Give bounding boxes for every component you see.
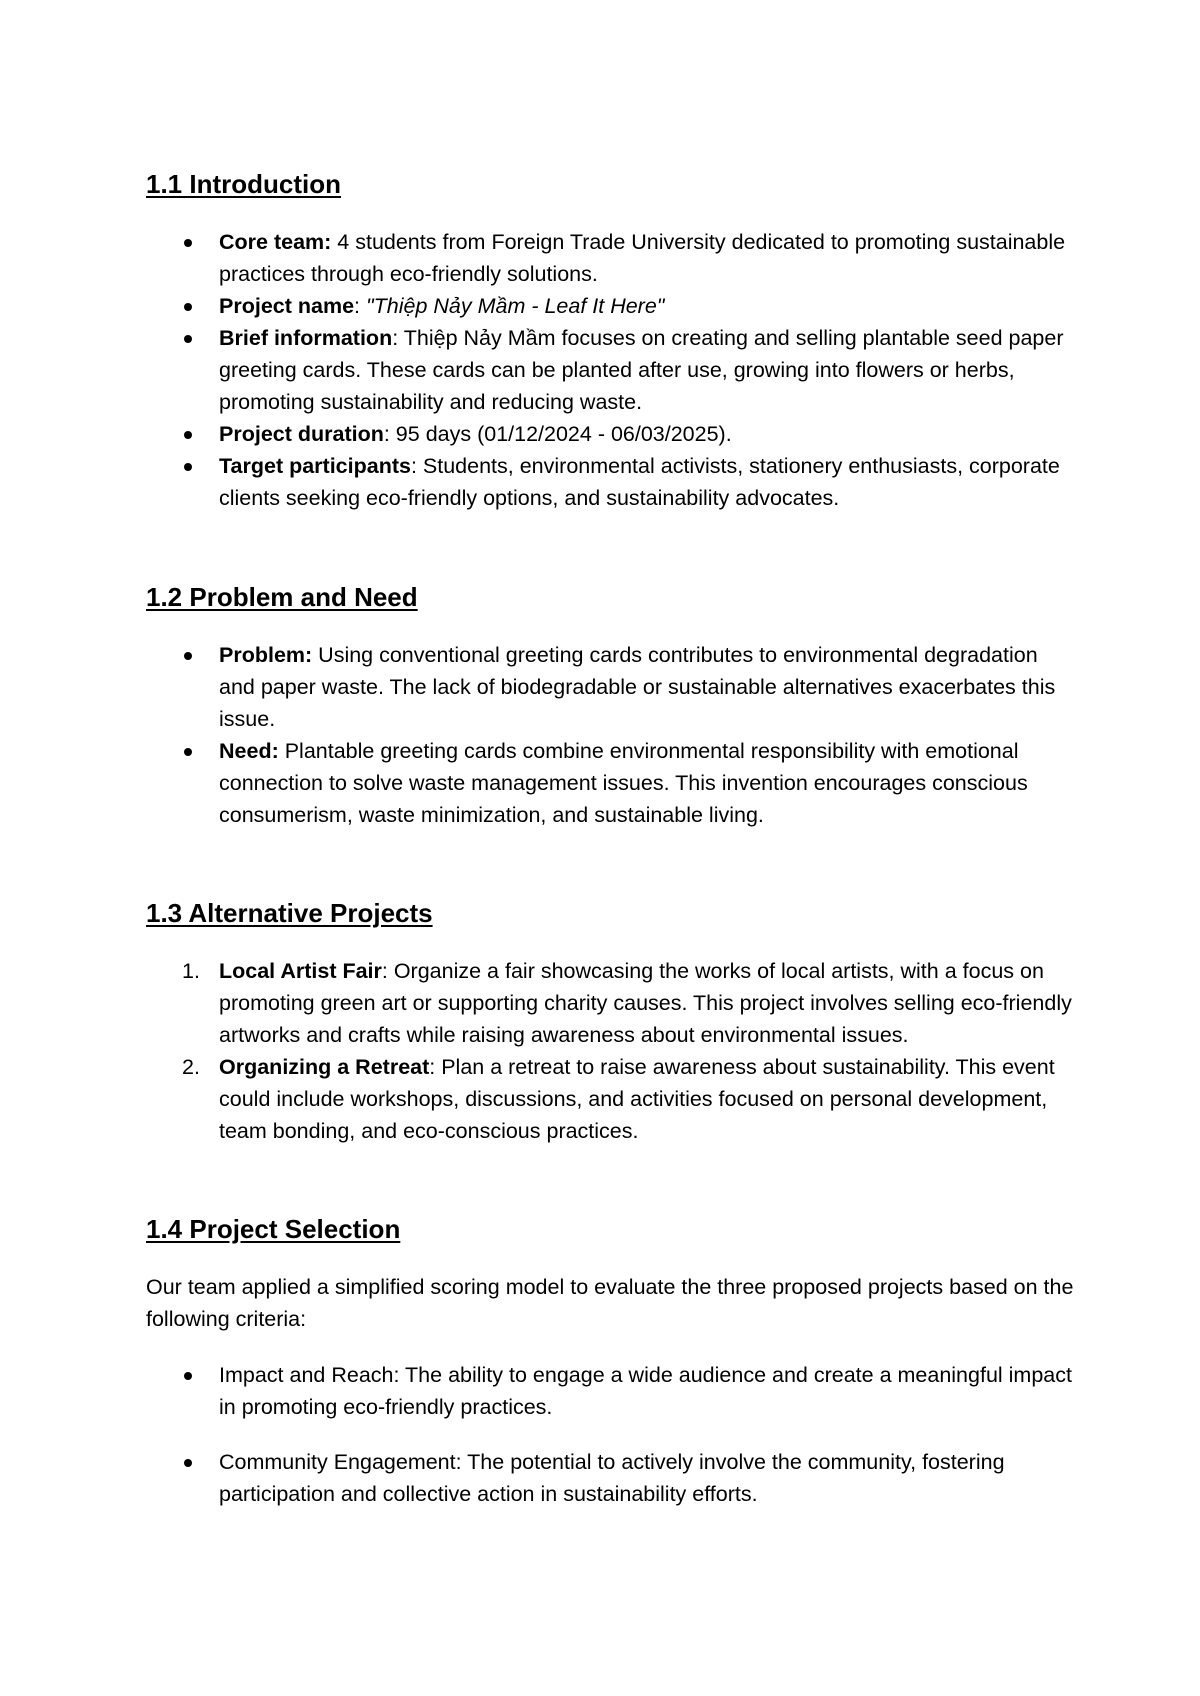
section-project-selection <box>146 1213 1076 1510</box>
list-item <box>146 1359 1076 1423</box>
item-text: 4 students from Foreign Trade University dedicated to promoting sustainable practices through eco-friendly solutions. <box>219 230 1066 286</box>
section-problem-and-need <box>146 581 1076 831</box>
bullet-icon <box>184 1372 192 1380</box>
bullet-icon <box>184 748 192 756</box>
list-item <box>146 450 1076 514</box>
bullet-icon <box>184 431 192 439</box>
item-text: : 95 days (01/12/2024 - 06/03/2025). <box>383 422 732 446</box>
bullet-list <box>146 226 1076 514</box>
item-text: Community Engagement: The potential to actively involve the community, fostering participation and collective action in sustainability efforts. <box>219 1450 1005 1506</box>
list-item <box>146 735 1076 831</box>
item-text: Using conventional greeting cards contributes to environmental degradation and paper waste. The lack of biodegradable or sustainable alternatives exacerbates this issue. <box>219 643 1056 731</box>
item-label: Target participants <box>219 454 411 478</box>
item-label: Problem: <box>219 643 313 667</box>
item-text: Impact and Reach: The ability to engage a wide audience and create a meaningful impact in promoting eco-friendly practices. <box>219 1363 1072 1419</box>
item-label: Core team: <box>219 230 332 254</box>
bullet-icon <box>184 239 192 247</box>
section-alternative-projects <box>146 897 1076 1147</box>
item-label: Organizing a Retreat <box>219 1055 430 1079</box>
bullet-list <box>146 639 1076 831</box>
bullet-icon <box>184 303 192 311</box>
section-introduction <box>146 168 1076 514</box>
item-label: Need: <box>219 739 279 763</box>
bullet-list <box>146 1359 1076 1510</box>
list-item <box>146 639 1076 735</box>
item-text: : Thiệp Nảy Mầm focuses on creating and selling plantable seed paper greeting cards. These cards can be planted after use, growing into flowers or herbs, promoting sustainability and reducing waste. <box>219 326 1064 414</box>
item-number: 1. <box>182 959 200 983</box>
list-item <box>146 418 1076 450</box>
item-text: Plantable greeting cards combine environmental responsibility with emotional connection to solve waste management issues. This invention encourages conscious consumerism, waste minimization, and sustainable living. <box>219 739 1028 827</box>
item-separator: : <box>354 294 366 318</box>
item-text: : Organize a fair showcasing the works of local artists, with a focus on promoting green art or supporting charity causes. This project involves selling eco-friendly artworks and crafts while raising awareness about environmental issues. <box>219 959 1072 1047</box>
bullet-icon <box>184 1459 192 1467</box>
bullet-icon <box>184 652 192 660</box>
section-paragraph: Our team applied a simplified scoring model to evaluate the three proposed projects based on the following criteria: <box>146 1275 1074 1331</box>
item-label: Project name <box>219 294 355 318</box>
list-item <box>146 955 1076 1051</box>
item-number: 2. <box>182 1055 200 1079</box>
list-item <box>146 1051 1076 1147</box>
item-text: : Students, environmental activists, stationery enthusiasts, corporate clients seeking eco-friendly options, and sustainability advocates. <box>219 454 1060 510</box>
item-label: Project duration <box>219 422 384 446</box>
list-item <box>146 226 1076 290</box>
item-italic-text: "Thiệp Nảy Mầm - Leaf It Here" <box>365 294 665 318</box>
bullet-icon <box>184 463 192 471</box>
list-item <box>146 322 1076 418</box>
numbered-list <box>146 955 1076 1147</box>
item-text: : Plan a retreat to raise awareness about sustainability. This event could include workshops, discussions, and activities focused on personal development, team bonding, and eco-conscious practices. <box>219 1055 1055 1143</box>
bullet-icon <box>184 335 192 343</box>
item-label: Local Artist Fair <box>219 959 382 983</box>
section-heading: 1.3 Alternative Projects <box>146 898 433 928</box>
list-item <box>146 1446 1076 1510</box>
section-heading: 1.4 Project Selection <box>146 1214 401 1244</box>
section-heading: 1.2 Problem and Need <box>146 582 418 612</box>
section-heading: 1.1 Introduction <box>146 169 341 199</box>
list-item <box>146 290 1076 322</box>
item-label: Brief information <box>219 326 393 350</box>
